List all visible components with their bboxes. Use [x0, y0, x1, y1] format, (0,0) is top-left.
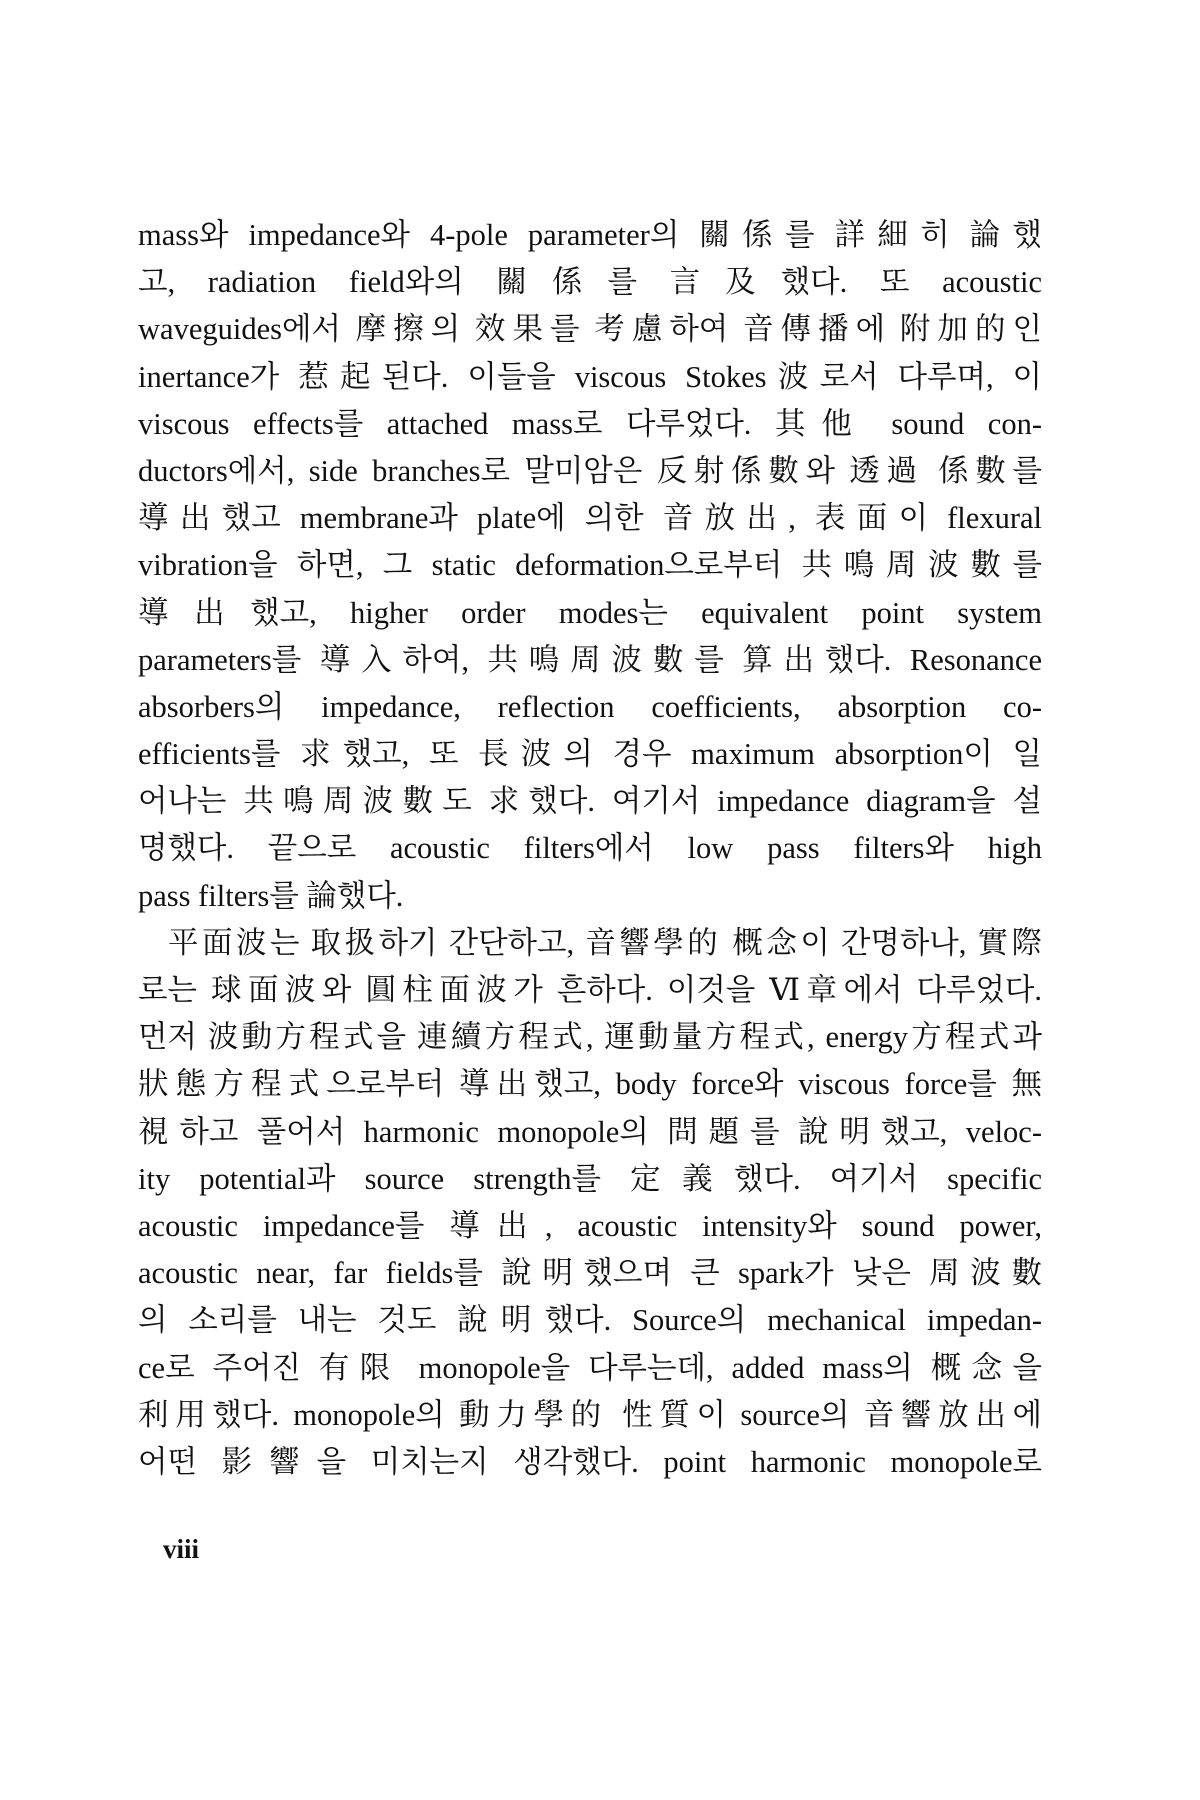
text-line: ce로 주어진 有限 monopole을 다루는데, added mass의 概念을 [138, 1350, 1042, 1385]
text-line: parameters를 導入하여, 共鳴周波數를 算出했다. Resonance [138, 642, 1042, 677]
text-line: 視하고 풀어서 harmonic monopole의 問題를 說明했고, veloc- [138, 1114, 1042, 1149]
text-line: 어떤 影響을 미치는지 생각했다. point harmonic monopole로 [138, 1444, 1042, 1479]
text-line: 명했다. 끝으로 acoustic filters에서 low pass filters와 high [138, 831, 1042, 866]
page-number: viii [163, 1534, 200, 1564]
text-line: vibration을 하면, 그 static deformation으로부터 共鳴周波數를 [138, 548, 1042, 583]
text-line: 로는 球面波와 圓柱面波가 흔하다. 이것을 Ⅵ章에서 다루었다. [138, 973, 1042, 1007]
text-line: 狀態方程式으로부터 導出했고, body force와 viscous force를 無 [138, 1067, 1042, 1102]
text-line: ity potential과 source strength를 定義했다. 여기서 specific [138, 1161, 1042, 1196]
text-line: 의 소리를 내는 것도 說明했다. Source의 mechanical impedan- [138, 1303, 1042, 1338]
text-line: inertance가 惹起된다. 이들을 viscous Stokes波로서 다루며, 이 [138, 359, 1042, 394]
text-line: 平面波는 取扱하기 간단하고, 音響學的 概念이 간명하나, 實際 [168, 925, 1042, 960]
text-line: mass와 impedance와 4-pole parameter의 關係를 詳細히 論했 [138, 218, 1042, 252]
paragraph-1 [138, 212, 1042, 920]
text-line: 먼저 波動方程式을 連續方程式, 運動量方程式, energy方程式과 [138, 1020, 1042, 1055]
text-line: waveguides에서 摩擦의 效果를 考慮하여 音傳播에 附加的인 [138, 312, 1042, 347]
text-line: 利用했다. monopole의 動力學的 性質이 source의 音響放出에 [138, 1397, 1042, 1432]
text-line: acoustic impedance를 導出, acoustic intensity와 sound power, [138, 1208, 1042, 1243]
paragraph-2 [138, 920, 1042, 1486]
text-line: 導出했고, higher order modes는 equivalent point system [138, 595, 1042, 630]
text-line: efficients를 求했고, 또 長波의 경우 maximum absorption이 일 [138, 737, 1042, 772]
body-text [138, 212, 1042, 1486]
text-line: pass filters를 論했다. [138, 878, 404, 913]
text-line: 고, radiation field와의 關係를 言及했다. 또 acoustic [138, 265, 1042, 300]
text-line: absorbers의 impedance, reflection coefficients, absorption co- [138, 689, 1042, 724]
text-line: viscous effects를 attached mass로 다루었다. 其他 sound con- [138, 406, 1042, 441]
text-line: ductors에서, side branches로 말미암은 反射係數와 透過 係數를 [138, 453, 1042, 488]
text-line: acoustic near, far fields를 說明했으며 큰 spark가 낮은 周波數 [138, 1256, 1042, 1291]
text-line: 어나는 共鳴周波數도 求했다. 여기서 impedance diagram을 설 [138, 784, 1042, 819]
text-line: 導出했고 membrane과 plate에 의한 音放出, 表面이 flexural [138, 501, 1042, 536]
